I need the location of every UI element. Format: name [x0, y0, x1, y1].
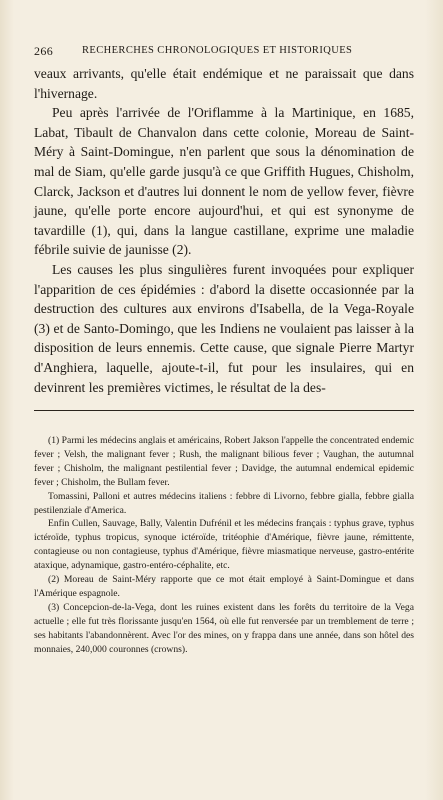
footnote-separator: [34, 410, 414, 411]
footnote-3: (3) Concepcion-de-la-Vega, dont les ruines existent dans les forêts du territoire de la Vega actuelle ; elle fut très florissante jusqu'en 1564, où elle fut renversée par un tremblement de terre ; ses habitants l'abandonnèrent. Avec l'or des mines, on y frappa dans une année, dans son hôtel des monnaies, 240,000 couronnes (crowns).: [34, 601, 414, 655]
main-text: [34, 64, 414, 397]
footnotes: [34, 434, 414, 657]
footnote-1: (1) Parmi les médecins anglais et américains, Robert Jakson l'appelle the concentrated endemic fever ; Velsh, the malignant fever ; Rush, the malignant bilious fever ; Vaughan, the autumnal fever ; Chisholm, the malignant pestilential fever ; Davidge, the autumnal endemical epidemic fever ; Chisholm, the Bullam fever.: [34, 435, 414, 488]
page-number: 266: [34, 44, 54, 58]
footnote-2: (2) Moreau de Saint-Méry rapporte que ce mot était employé à Saint-Domingue et dans l'Amérique espagnole.: [34, 574, 414, 599]
paragraph-continued: veaux arrivants, qu'elle était endémique et ne paraissait que dans l'hivernage.: [34, 66, 414, 101]
running-title: RECHERCHES CHRONOLOGIQUES ET HISTORIQUES: [82, 45, 353, 56]
footnote-1-french: Enfin Cullen, Sauvage, Bally, Valentin Dufrénil et les médecins français : typhus grave, typhus ictéroïde, typhus tropicus, synoque ictéroïde, tritéophie d'Amérique, fièvre jaune, rémittente, contagieuse ou non contagieuse, typhus d'Amérique, fièvre miasmatique nerveuse, gastro-entérite ataxique, adynamique, gastro-entéro-céphalite, etc.: [34, 518, 414, 572]
paragraph: Peu après l'arrivée de l'Oriflamme à la Martinique, en 1685, Labat, Tibault de Chanvalon dans cette colonie, Moreau de Saint-Méry à Saint-Domingue, n'en parlent que sous la dénomination de mal de Siam, qu'elle garde jusqu'à ce que Griffith Hugues, Chisholm, Clarck, Jackson et d'autres lui donnent le nom de yellow fever, fièvre jaune, qu'elle porte encore aujourd'hui, et qui est synonyme de tavardille (1), qui, dans la langue castillane, exprime une maladie fébrile suivie de jaunisse (2).: [34, 105, 414, 258]
page-header: [34, 44, 414, 60]
paragraph: Les causes les plus singulières furent invoquées pour expliquer l'apparition de ces épidémies : d'abord la disette occasionnée par la destruction des cultures aux environs d'Isabella, de la Vega-Royale (3) et de Santo-Domingo, que les Indiens ne voulaient pas laisser à la disposition de leurs ennemis. Cette cause, que signale Pierre Martyr d'Anghiera, laquelle, ajoute-t-il, fut pour les insulaires, qui en devinrent les premières victimes, le résultat de la des-: [34, 261, 414, 395]
footnote-1-italian: Tomassini, Palloni et autres médecins italiens : febbre di Livorno, febbre gialla, febbre gialla pestilenziale d'America.: [34, 490, 414, 516]
